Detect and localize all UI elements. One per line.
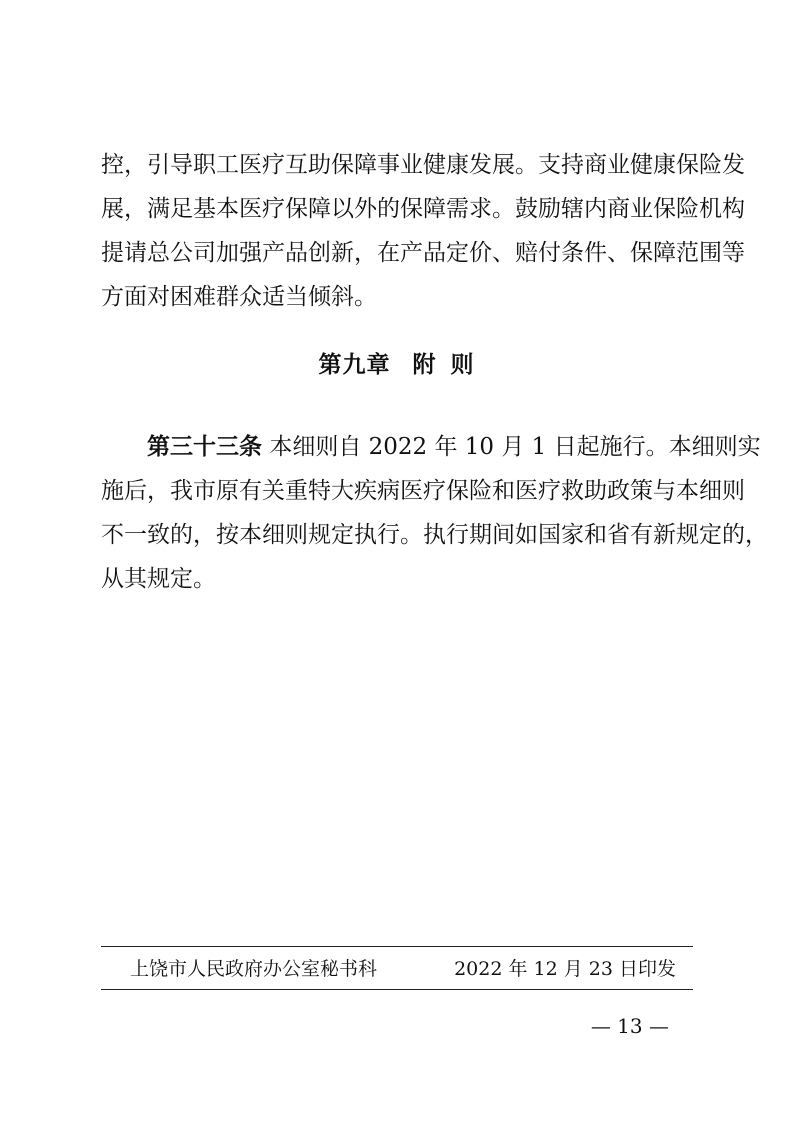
footer-bottom-rule xyxy=(101,989,693,990)
article-label: 第三十三条 xyxy=(147,434,262,460)
chapter-title-part-1: 附 xyxy=(412,352,437,378)
article-line-4: 从其规定。 xyxy=(101,566,216,592)
article-first-line-text: 本细则自 2022 年 10 月 1 日起施行。本细则实 xyxy=(269,434,761,460)
page-number: — 13 — xyxy=(590,1014,669,1038)
continuation-line-2: 展，满足基本医疗保障以外的保障需求。鼓励辖内商业保险机构 xyxy=(101,196,745,222)
chapter-number: 第九章 xyxy=(318,352,391,378)
article-line-2: 施后，我市原有关重特大疾病医疗保险和医疗救助政策与本细则 xyxy=(101,478,745,504)
article-first-line xyxy=(147,432,761,462)
chapter-title-part-2: 则 xyxy=(450,352,475,378)
article-line-3: 不一致的，按本细则规定执行。执行期间如国家和省有新规定的， xyxy=(101,522,768,548)
chapter-heading xyxy=(0,350,793,380)
continuation-line-3: 提请总公司加强产品创新，在产品定价、赔付条件、保障范围等 xyxy=(101,240,745,266)
continuation-line-1: 控，引导职工医疗互助保障事业健康发展。支持商业健康保险发 xyxy=(101,152,745,178)
continuation-line-4: 方面对困难群众适当倾斜。 xyxy=(101,284,377,310)
footer-print-date: 2022 年 12 月 23 日印发 xyxy=(454,958,676,980)
footer-top-rule xyxy=(101,946,693,947)
footer-issuer: 上饶市人民政府办公室秘书科 xyxy=(130,958,378,980)
